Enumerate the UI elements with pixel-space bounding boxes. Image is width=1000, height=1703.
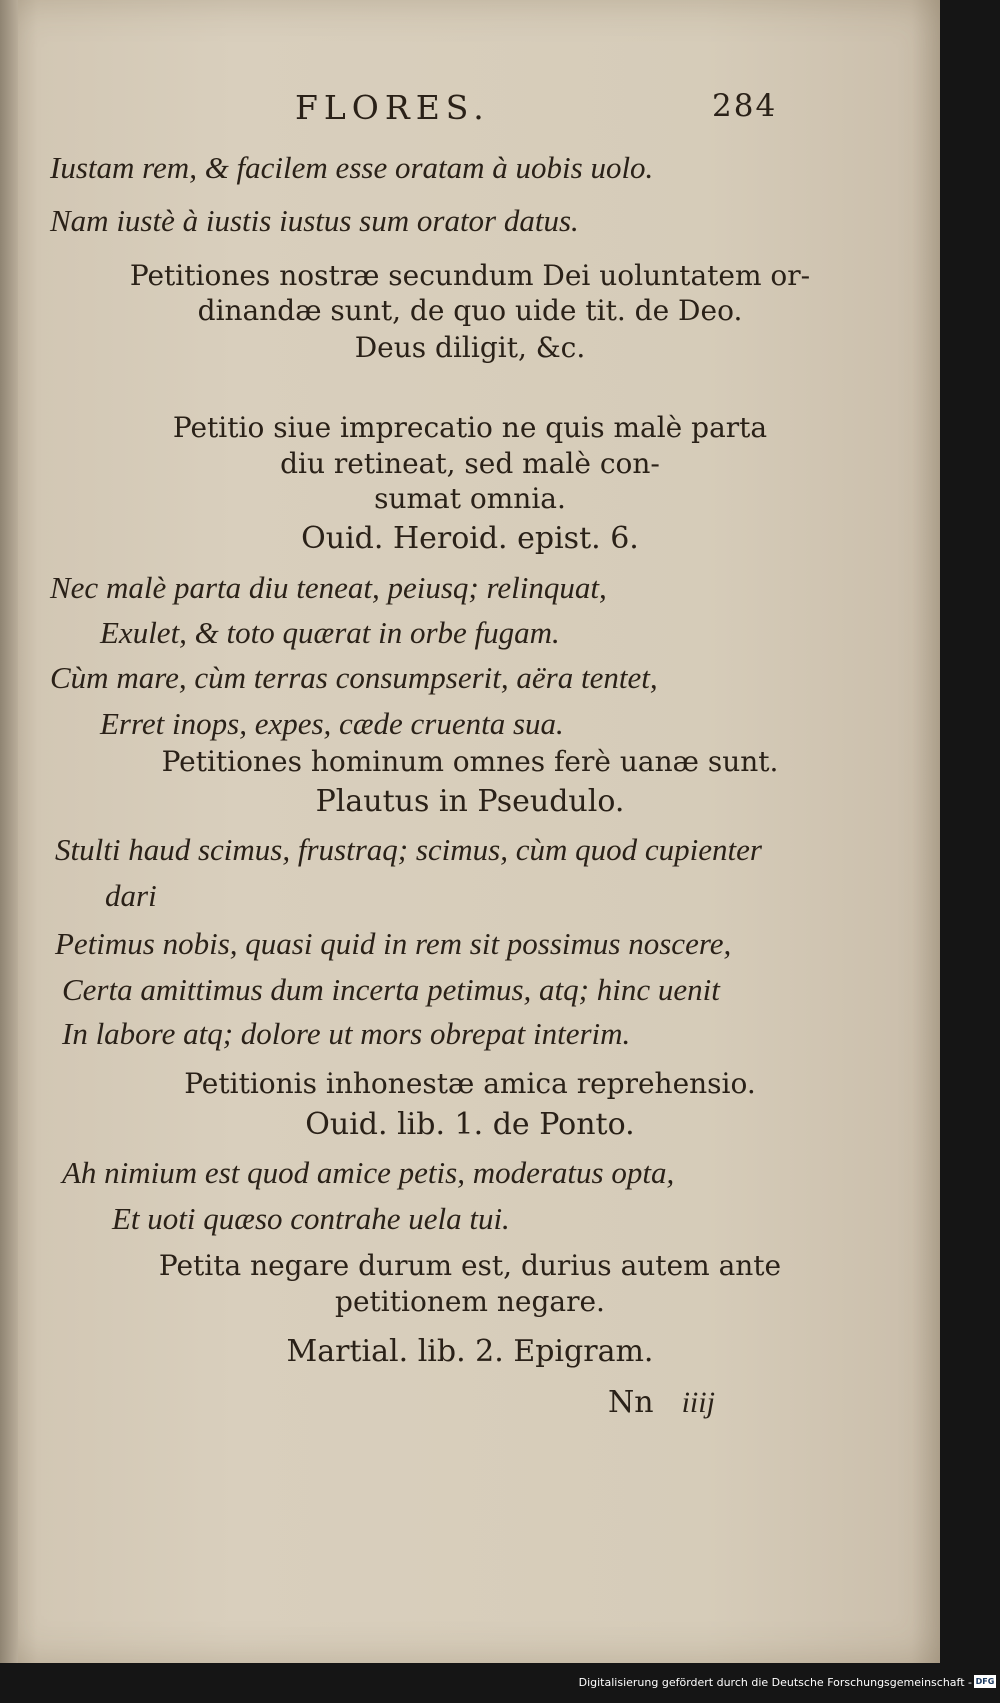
source-heading: Martial. lib. 2. Epigram. [286, 1334, 654, 1369]
text-line: Erret inops, expes, cæde cruenta sua. [100, 706, 564, 741]
text-line: Petimus nobis, quasi quid in rem sit possimus noscere, [55, 926, 732, 961]
text-line: diu retineat, sed malè con- [280, 447, 660, 480]
text-line: dinandæ sunt, de quo uide tit. de Deo. [197, 294, 743, 327]
text-line: Ah nimium est quod amice petis, moderatus opta, [62, 1155, 675, 1190]
text-line: Petitiones nostræ secundum Dei uoluntatem or- [129, 259, 811, 292]
signature-mark [608, 1385, 715, 1420]
text-line: In labore atq; dolore ut mors obrepat interim. [62, 1016, 631, 1051]
text-line: Petitionis inhonestæ amica reprehensio. [184, 1067, 756, 1100]
text-line: Et uoti quæso contrahe uela tui. [112, 1201, 510, 1236]
text-line: Petitiones hominum omnes ferè uanæ sunt. [161, 745, 779, 778]
page-spine-shadow [0, 0, 18, 1663]
dfg-logo-icon: DFG [975, 1677, 995, 1686]
text-line: Nec malè parta diu teneat, peiusq; relinquat, [50, 570, 607, 605]
text-line: Iustam rem, & facilem esse oratam à uobis uolo. [50, 150, 654, 185]
text-line: dari [105, 878, 157, 913]
text-line: Deus diligit, &c. [354, 331, 586, 364]
funding-note: Digitalisierung gefördert durch die Deutsche Forschungsgemeinschaft - [578, 1676, 972, 1689]
source-heading: Ouid. lib. 1. de Ponto. [305, 1107, 635, 1142]
text-line: Cùm mare, cùm terras consumpserit, aëra tentet, [50, 660, 658, 695]
text-line: Exulet, & toto quærat in orbe fugam. [100, 615, 560, 650]
text-line: Stulti haud scimus, frustraq; scimus, cùm quod cupienter [55, 832, 762, 867]
text-line: Certa amittimus dum incerta petimus, atq; hinc uenit [62, 972, 720, 1007]
page-number: 284 [712, 88, 778, 124]
signature-letters: Nn [608, 1385, 654, 1420]
source-heading: Plautus in Pseudulo. [315, 784, 625, 819]
text-line: Petitio siue imprecatio ne quis malè parta [172, 411, 768, 444]
text-line: Nam iustè à iustis iustus sum orator datus. [50, 203, 579, 238]
text-line: petitionem negare. [335, 1285, 605, 1318]
text-line: Petita negare durum est, durius autem ante [158, 1249, 782, 1282]
text-line: sumat omnia. [374, 482, 566, 515]
running-head: FLORES. [295, 88, 490, 127]
source-heading: Ouid. Heroid. epist. 6. [301, 521, 639, 556]
footer-bar [0, 1663, 1000, 1703]
signature-number: iiij [681, 1386, 715, 1419]
